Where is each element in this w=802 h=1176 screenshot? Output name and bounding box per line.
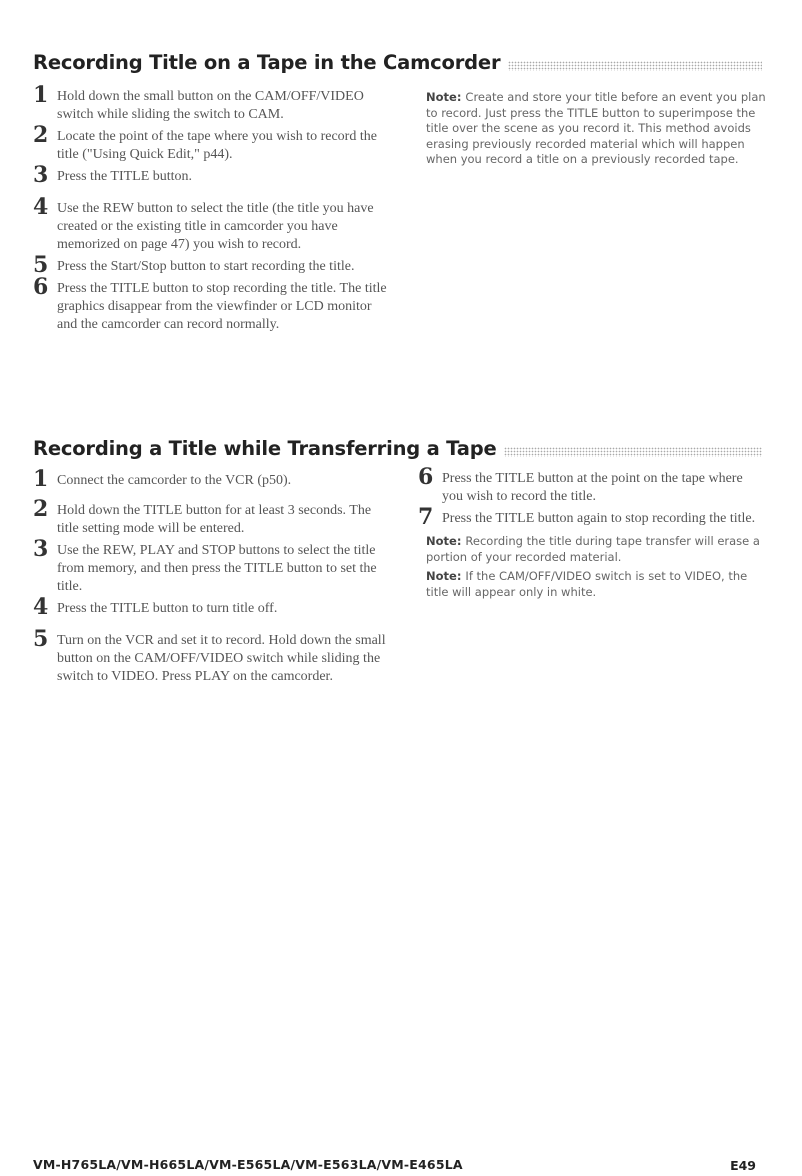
step-number: 3 bbox=[33, 536, 49, 562]
note-label: Note: bbox=[426, 569, 462, 583]
section1-title: Recording Title on a Tape in the Camcorder bbox=[33, 51, 501, 74]
note-text: Create and store your title before an event you plan to record. Just press the TITLE button to superimpose the title over the scene as you record it. This method avoids erasing previously recorded material which will happen when you record a title on a previously recorded tape. bbox=[426, 90, 766, 166]
step-number: 1 bbox=[33, 466, 49, 492]
section1-note bbox=[426, 90, 766, 168]
step-text: Press the TITLE button at the point on the tape where you wish to record the title. bbox=[442, 471, 743, 504]
section2-note-2 bbox=[426, 569, 763, 600]
step-text: Hold down the small button on the CAM/OFF/VIDEO switch while sliding the switch to CAM. bbox=[57, 89, 364, 122]
section2-note-1 bbox=[426, 534, 763, 565]
section2-title: Recording a Title while Transferring a Tape bbox=[33, 437, 497, 460]
section2-left-steps bbox=[33, 466, 388, 690]
section1-dotted-rule bbox=[508, 61, 762, 71]
section1-steps bbox=[33, 82, 388, 338]
footer-model-numbers: VM-H765LA/VM-H665LA/VM-E565LA/VM-E563LA/VM-E465LA bbox=[33, 1157, 463, 1172]
step-number: 1 bbox=[33, 82, 49, 108]
section2-step-2 bbox=[33, 496, 388, 538]
section2-dotted-rule bbox=[504, 447, 762, 457]
section2-step-3 bbox=[33, 536, 388, 596]
step-number: 3 bbox=[33, 162, 49, 188]
step-number: 4 bbox=[33, 194, 49, 220]
section2-notes bbox=[418, 534, 763, 600]
section1-step-4 bbox=[33, 194, 388, 254]
note-label: Note: bbox=[426, 90, 462, 104]
section1-step-1 bbox=[33, 82, 388, 124]
section2-step-4 bbox=[33, 594, 388, 620]
step-text: Press the TITLE button to stop recording the title. The title graphics disappear from the viewfinder or LCD monitor and the camcorder can record normally. bbox=[57, 281, 387, 332]
footer-page-number: E49 bbox=[730, 1158, 756, 1173]
step-text: Press the TITLE button. bbox=[57, 169, 193, 184]
section1-heading bbox=[33, 44, 762, 74]
step-number: 4 bbox=[33, 594, 49, 620]
step-number: 2 bbox=[33, 122, 49, 148]
step-text: Turn on the VCR and set it to record. Hold down the small button on the CAM/OFF/VIDEO switch while sliding the switch to VIDEO. Press PLAY on the camcorder. bbox=[57, 633, 386, 684]
note-text: If the CAM/OFF/VIDEO switch is set to VIDEO, the title will appear only in white. bbox=[426, 569, 748, 599]
step-number: 6 bbox=[33, 274, 49, 300]
step-text: Press the TITLE button to turn title off. bbox=[57, 601, 278, 616]
step-text: Connect the camcorder to the VCR (p50). bbox=[57, 473, 292, 488]
step-text: Press the TITLE button again to stop recording the title. bbox=[442, 511, 756, 526]
step-number: 5 bbox=[33, 252, 49, 278]
section1-step-5 bbox=[33, 252, 388, 278]
step-text: Hold down the TITLE button for at least 3 seconds. The title setting mode will be entered. bbox=[57, 503, 372, 536]
step-number: 6 bbox=[418, 464, 434, 490]
step-number: 5 bbox=[33, 626, 49, 652]
step-number: 2 bbox=[33, 496, 49, 522]
section2-step-1 bbox=[33, 466, 388, 492]
step-text: Use the REW button to select the title (the title you have created or the existing title in camcorder you have memorized on page 47) you wish to record. bbox=[57, 201, 374, 252]
section2-step-6 bbox=[418, 464, 763, 506]
section1-step-2 bbox=[33, 122, 388, 164]
section1-step-6 bbox=[33, 274, 388, 334]
step-number: 7 bbox=[418, 504, 434, 530]
step-text: Use the REW, PLAY and STOP buttons to select the title from memory, and then press the TITLE button to set the title. bbox=[57, 543, 377, 594]
section2-right-steps bbox=[418, 464, 763, 600]
section1-step-3 bbox=[33, 162, 388, 188]
note-label: Note: bbox=[426, 534, 462, 548]
section2-step-7 bbox=[418, 504, 763, 530]
step-text: Locate the point of the tape where you wish to record the title ("Using Quick Edit," p44). bbox=[57, 129, 377, 162]
section1-note-block bbox=[426, 90, 766, 168]
step-text: Press the Start/Stop button to start recording the title. bbox=[57, 259, 355, 274]
section2-step-5 bbox=[33, 626, 388, 686]
note-text: Recording the title during tape transfer will erase a portion of your recorded material. bbox=[426, 534, 760, 564]
section2-heading bbox=[33, 430, 762, 460]
